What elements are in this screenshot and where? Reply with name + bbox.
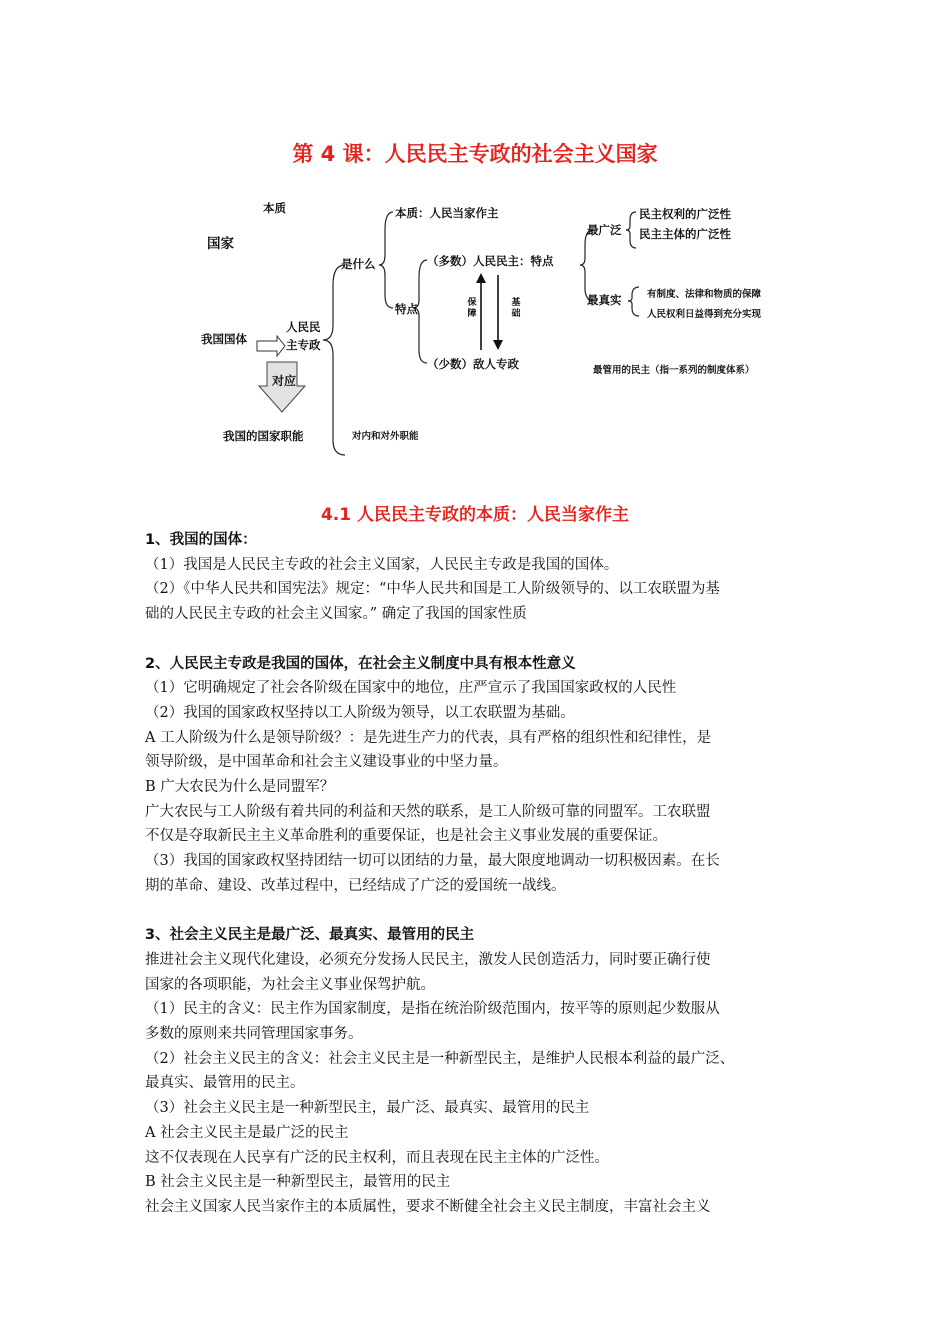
label-shishenme: 是什么 bbox=[341, 257, 376, 271]
body-content bbox=[145, 528, 810, 1220]
paragraph: （2）《中华人民共和国宪法》规定：“中华人民共和国是工人阶级领导的、以工农联盟为基 bbox=[145, 581, 720, 598]
paragraph: A 社会主义民主是最广泛的民主 bbox=[145, 1124, 349, 1141]
paragraph: （1）民主的含义：民主作为国家制度，是指在统治阶级范围内，按平等的原则起少数服从 bbox=[145, 1001, 720, 1018]
label-tedian: 特点 bbox=[395, 302, 418, 316]
label-quanli: 民主权利的广泛性 bbox=[639, 207, 731, 221]
label-jichu: 基础 bbox=[511, 298, 521, 319]
concept-diagram bbox=[195, 190, 815, 465]
paragraph: （2）我国的国家政权坚持以工人阶级为领导，以工农联盟为基础。 bbox=[145, 704, 575, 721]
label-guojia: 国家 bbox=[207, 236, 234, 252]
paragraph: A 工人阶级为什么是领导阶级？：是先进生产力的代表，具有严格的组织性和纪律性，是 bbox=[145, 729, 712, 746]
paragraph: 不仅是夺取新民主主义革命胜利的重要保证，也是社会主义事业发展的重要保证。 bbox=[145, 828, 667, 845]
paragraph: 础的人民民主专政的社会主义国家。” 确定了我国的国家性质 bbox=[145, 606, 527, 623]
paragraph: 这不仅表现在人民享有广泛的民主权利，而且表现在民主主体的广泛性。 bbox=[145, 1149, 609, 1166]
label-zuizhenshi: 最真实 bbox=[587, 293, 622, 307]
paragraph: 社会主义国家人民当家作主的本质属性，要求不断健全社会主义民主制度，丰富社会主义 bbox=[145, 1198, 711, 1215]
paragraph: （1）它明确规定了社会各阶级在国家中的地位，庄严宣示了我国国家政权的人民性 bbox=[145, 680, 677, 697]
paragraph: （3）我国的国家政权坚持团结一切可以团结的力量，最大限度地调动一切积极因素。在长 bbox=[145, 853, 720, 870]
paragraph: （1）我国是人民民主专政的社会主义国家，人民民主专政是我国的国体。 bbox=[145, 556, 619, 573]
paragraph: 广大农民与工人阶级有着共同的利益和天然的联系，是工人阶级可靠的同盟军。工农联盟 bbox=[145, 803, 711, 820]
paragraph: B 广大农民为什么是同盟军？ bbox=[145, 779, 335, 796]
label-zhidu: 有制度、法律和物质的保障 bbox=[647, 289, 762, 300]
paragraph: 推进社会主义现代化建设，必须充分发扬人民民主，激发人民创造活力，同时要正确行使 bbox=[145, 951, 711, 968]
label-benzhi-main: 本质：人民当家作主 bbox=[395, 206, 499, 220]
paragraph: 期的革命、建设、改革过程中，已经结成了广泛的爱国统一战线。 bbox=[145, 877, 566, 894]
label-duoshu: （多数）人民民主：特点 bbox=[427, 254, 554, 268]
section-3-heading: 3、社会主义民主是最广泛、最真实、最管用的民主 bbox=[145, 927, 475, 944]
section-2-heading: 2、人民民主专政是我国的国体，在社会主义制度中具有根本性意义 bbox=[145, 655, 576, 672]
paragraph: 最真实、最管用的民主。 bbox=[145, 1075, 305, 1092]
label-zuiguanyong: 最管用的民主（指一系列的制度体系） bbox=[593, 365, 755, 376]
label-zhineng: 我国的国家职能 bbox=[223, 429, 304, 443]
label-duinei: 对内和对外职能 bbox=[352, 431, 419, 442]
label-baozhang: 保障 bbox=[467, 298, 477, 319]
paragraph: B 社会主义民主是一种新型民主，最管用的民主 bbox=[145, 1174, 451, 1191]
label-duiying: 对应 bbox=[272, 374, 297, 388]
page-title: 第 4 课：人民民主专政的社会主义国家 bbox=[292, 142, 658, 166]
label-renmin-1: 人民民 bbox=[286, 320, 321, 334]
label-woguo-guoti: 我国国体 bbox=[201, 332, 247, 346]
label-benzhi-top: 本质 bbox=[263, 201, 286, 215]
section-subtitle: 4.1 人民民主专政的本质：人民当家作主 bbox=[320, 505, 630, 525]
paragraph: 国家的各项职能，为社会主义事业保驾护航。 bbox=[145, 976, 435, 993]
paragraph: 领导阶级，是中国革命和社会主义建设事业的中坚力量。 bbox=[145, 754, 508, 771]
label-renmin-2: 主专政 bbox=[286, 338, 321, 352]
paragraph: （2）社会主义民主的含义：社会主义民主是一种新型民主，是维护人民根本利益的最广泛、 bbox=[145, 1050, 735, 1067]
paragraph: 多数的原则来共同管理国家事务。 bbox=[145, 1026, 363, 1043]
paragraph: （3）社会主义民主是一种新型民主，最广泛、最真实、最管用的民主 bbox=[145, 1100, 590, 1117]
section-1-heading: 1、我国的国体： bbox=[145, 532, 257, 548]
label-shixian: 人民权利日益得到充分实现 bbox=[647, 309, 762, 320]
label-zuiguangfan: 最广泛 bbox=[587, 223, 622, 237]
label-zhuti: 民主主体的广泛性 bbox=[639, 227, 731, 241]
label-shaoshu: （少数）敌人专政 bbox=[427, 357, 519, 371]
